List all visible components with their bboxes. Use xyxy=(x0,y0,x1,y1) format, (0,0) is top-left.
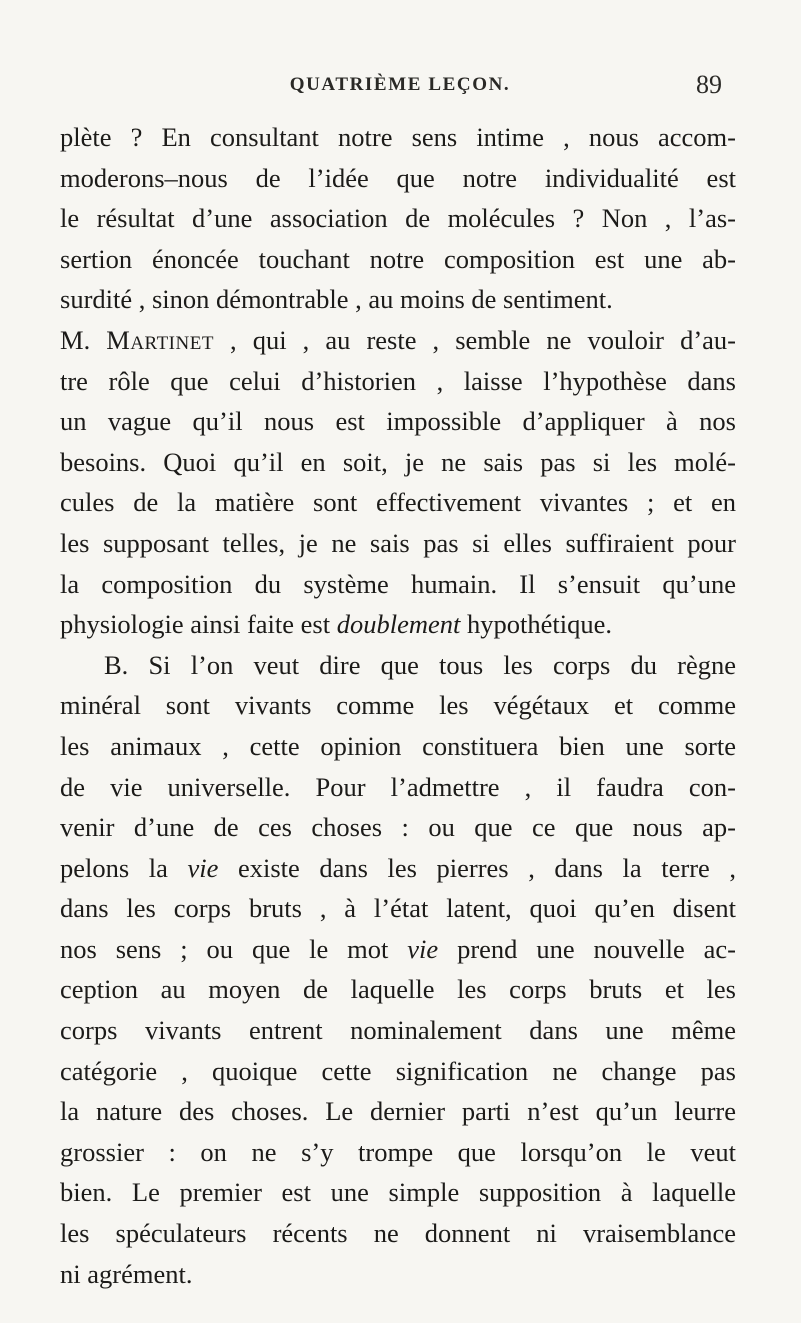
text-line: corps vivants entrent nominalement dans une même xyxy=(60,1015,736,1046)
text-run: hypothétique. xyxy=(460,609,612,640)
text-line: ni agrément. xyxy=(60,1258,193,1289)
text-line: dans les corps bruts , à l’état latent, quoi qu’en disent xyxy=(60,893,736,924)
text-line xyxy=(60,848,736,889)
text-line: tre rôle que celui d’historien , laisse l’hypothèse dans xyxy=(60,365,736,396)
author-name: Martinet xyxy=(106,324,214,355)
italic-term: vie xyxy=(187,852,219,883)
text-line: surdité , sinon démontrable , au moins de sentiment. xyxy=(60,284,613,315)
text-line: plète ? En consultant notre sens intime , nous accom- xyxy=(60,122,736,152)
text-line: venir d’une de ces choses : ou que ce que nous ap- xyxy=(60,812,736,843)
running-title: QUATRIÈME LEÇON. xyxy=(289,74,511,95)
text-line xyxy=(60,929,736,970)
text-line: le résultat d’une association de molécules ? Non , l’as- xyxy=(60,203,736,234)
text-line: moderons–nous de l’idée que notre individualité est xyxy=(60,162,736,193)
text-line: B. Si l’on veut dire que tous les corps du règne xyxy=(104,649,736,680)
text-line: les spéculateurs récents ne donnent ni vraisemblance xyxy=(60,1218,736,1249)
text-run: physiologie ainsi faite est xyxy=(60,609,337,640)
text-line: minéral sont vivants comme les végétaux et comme xyxy=(60,690,736,721)
text-line: la composition du système humain. Il s’ensuit qu’une xyxy=(60,568,736,599)
text-line: cules de la matière sont effectivement vivantes ; et en xyxy=(60,487,736,518)
text-run: , qui , au reste , semble ne vouloir d’au- xyxy=(213,324,736,355)
text-run: pelons la xyxy=(60,852,188,883)
text-line xyxy=(60,320,736,361)
text-line: bien. Le premier est une simple supposition à laquelle xyxy=(60,1177,736,1208)
text-line xyxy=(60,604,736,645)
text-line: sertion énoncée touchant notre composition est une ab- xyxy=(60,243,736,274)
running-head xyxy=(70,70,730,104)
text-run: nos sens ; ou que le mot xyxy=(60,933,408,964)
text-run: prend une nouvelle ac- xyxy=(438,933,736,964)
text-line: besoins. Quoi qu’il en soit, je ne sais pas si les molé- xyxy=(60,446,736,477)
text-line: les supposant telles, je ne sais pas si elles suffiraient pour xyxy=(60,527,736,558)
body-text xyxy=(60,117,736,1294)
italic-term: vie xyxy=(407,933,439,964)
text-line: ception au moyen de laquelle les corps bruts et les xyxy=(60,974,736,1005)
italic-term: doublement xyxy=(336,609,461,640)
text-line: grossier : on ne s’y trompe que lorsqu’on le veut xyxy=(60,1136,736,1167)
text-line: un vague qu’il nous est impossible d’appliquer à nos xyxy=(60,406,736,437)
text-line: catégorie , quoique cette signification ne change pas xyxy=(60,1055,736,1086)
text-line: les animaux , cette opinion constituera bien une sorte xyxy=(60,730,736,761)
text-line: la nature des choses. Le dernier parti n’est qu’un leurre xyxy=(60,1096,736,1127)
text-run: existe dans les pierres , dans la terre , xyxy=(218,852,736,883)
text-line: de vie universelle. Pour l’admettre , il faudra con- xyxy=(60,771,736,802)
text-run: M. xyxy=(60,324,107,355)
page-number: 89 xyxy=(696,70,722,99)
